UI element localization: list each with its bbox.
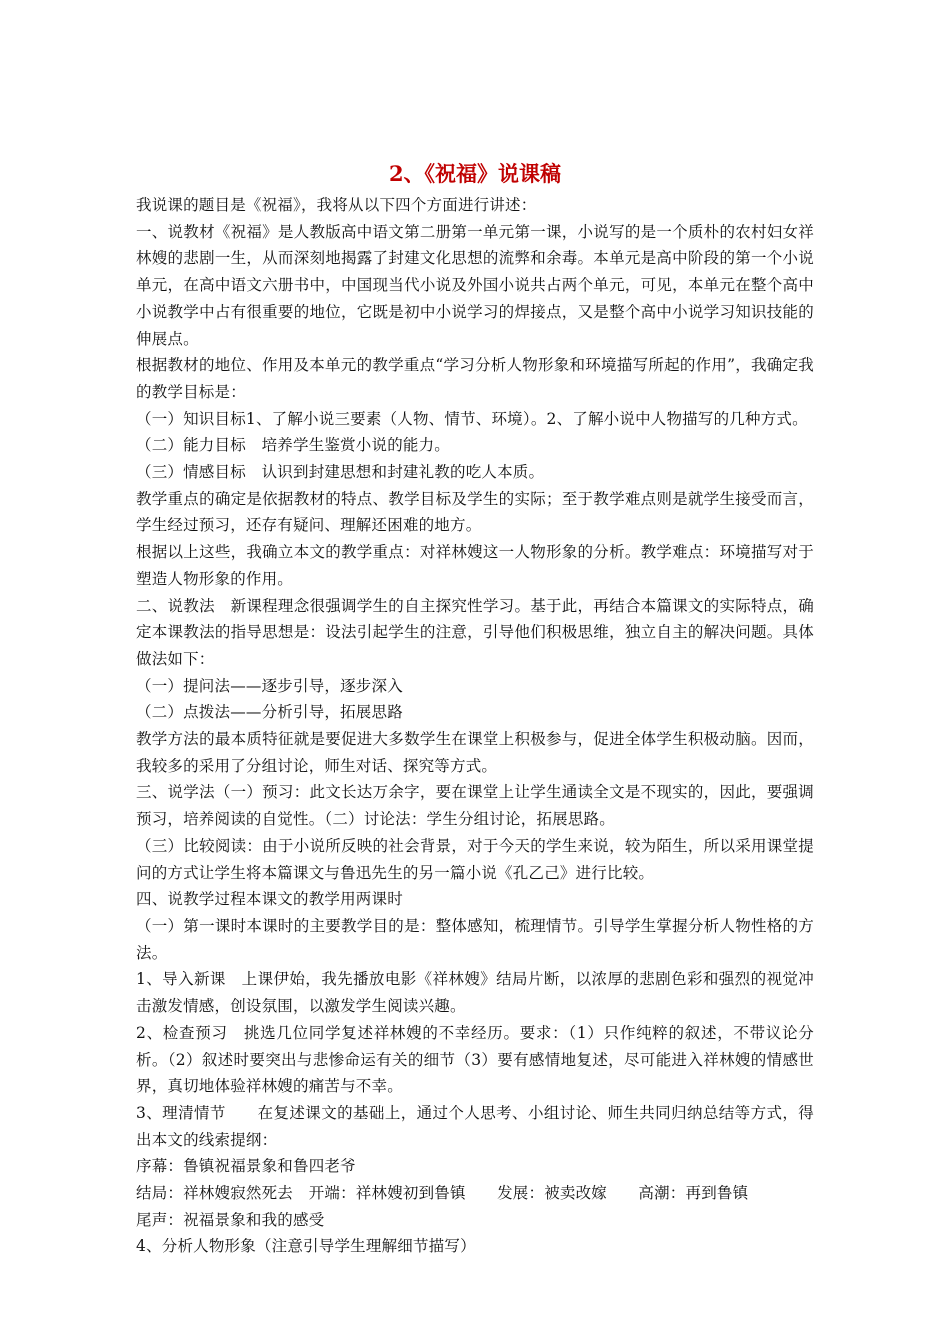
paragraph-knowledge-goal: （一）知识目标1、了解小说三要素（人物、情节、环境）。2、了解小说中人物描写的几种方式。 — [136, 409, 808, 428]
document-body — [136, 192, 814, 1260]
paragraph-method-questioning: （一）提问法——逐步引导，逐步深入 — [136, 676, 403, 695]
paragraph-ability-goal: （二）能力目标 培养学生鉴赏小说的能力。 — [136, 436, 451, 455]
paragraph-intro: 我说课的题目是《祝福》，我将从以下四个方面进行讲述： — [136, 196, 537, 214]
document-title: 2、《祝福》说课稿 — [388, 161, 562, 186]
paragraph-step-introduction: 1、导入新课 上课伊始，我先播放电影《祥林嫂》结局片断，以浓厚的悲剧色彩和强烈的视觉冲击激发情感，创设氛围，以激发学生阅读兴趣。 — [136, 970, 814, 1016]
paragraph-key-points: 根据以上这些，我确立本文的教学重点：对祥林嫂这一人物形象的分析。教学难点：环境描写对于塑造人物形象的作用。 — [136, 543, 814, 588]
paragraph-first-lesson: （一）第一课时本课时的主要教学目的是：整体感知，梳理情节。引导学生掌握分析人物性格的方法。 — [136, 916, 814, 962]
paragraph-step-preview-check: 2、检查预习 挑选几位同学复述祥林嫂的不幸经历。要求：（1）只作纯粹的叙述，不带议论分析。（2）叙述时要突出与悲惨命运有关的细节（3）要有感情地复述，尽可能进入祥林嫂的情感世界，真切地体验祥林嫂的痛苦与不幸。 — [136, 1023, 814, 1096]
paragraph-learning-method: 三、说学法（一）预习：此文长达万余字，要在课堂上让学生通读全文是不现实的，因此，要强调预习，培养阅读的自觉性。（二）讨论法：学生分组讨论，拓展思路。 — [136, 783, 814, 829]
paragraph-comparative-reading: （三）比较阅读：由于小说所反映的社会背景，对于今天的学生来说，较为陌生，所以采用课堂提问的方式让学生将本篇课文与鲁迅先生的另一篇小说《孔乙己》进行比较。 — [136, 836, 814, 882]
paragraph-method-guidance: （二）点拨法——分析引导，拓展思路 — [136, 703, 403, 722]
paragraph-step-character: 4、分析人物形象（注意引导学生理解细节描写） — [136, 1237, 476, 1256]
paragraph-teaching-method: 二、说教法 新课程理念很强调学生的自主探究性学习。基于此，再结合本篇课文的实际特点，确定本课教法的指导思想是：设法引起学生的注意，引导他们积极思维，独立自主的解决问题。具体做法如下： — [136, 596, 814, 668]
paragraph-key-points-basis: 教学重点的确定是依据教材的特点、教学目标及学生的实际；至于教学难点则是就学生接受而言，学生经过预习，还存有疑问、理解还困难的地方。 — [136, 489, 814, 535]
paragraph-outline-structure: 结局：祥林嫂寂然死去 开端：祥林嫂初到鲁镇 发展：被卖改嫁 高潮：再到鲁镇 — [136, 1184, 749, 1203]
paragraph-process-heading: 四、说教学过程本课文的教学用两课时 — [136, 890, 403, 909]
paragraph-outline-epilogue: 尾声：祝福景象和我的感受 — [136, 1210, 325, 1229]
paragraph-goals-basis: 根据教材的地位、作用及本单元的教学重点“学习分析人物形象和环境描写所起的作用”，我确定我的教学目标是： — [136, 356, 814, 401]
paragraph-method-essence: 教学方法的最本质特征就是要促进大多数学生在课堂上积极参与，促进全体学生积极动脑。因而，我较多的采用了分组讨论，师生对话、探究等方式。 — [136, 730, 814, 775]
paragraph-emotion-goal: （三）情感目标 认识到封建思想和封建礼教的吃人本质。 — [136, 463, 545, 482]
paragraph-step-plot: 3、理清情节 在复述课文的基础上，通过个人思考、小组讨论、师生共同归纳总结等方式，得出本文的线索提纲： — [136, 1103, 814, 1149]
paragraph-textbook: 一、说教材《祝福》是人教版高中语文第二册第一单元第一课，小说写的是一个质朴的农村妇女祥林嫂的悲剧一生，从而深刻地揭露了封建文化思想的流弊和余毒。本单元是高中阶段的第一个小说单元，在高中语文六册书中，中国现当代小说及外国小说共占两个单元，可见，本单元在整个高中小说教学中占有很重要的地位，它既是初中小说学习的焊接点，又是整个高中小说学习知识技能的伸展点。 — [136, 222, 814, 348]
paragraph-outline-prologue: 序幕：鲁镇祝福景象和鲁四老爷 — [136, 1157, 356, 1176]
